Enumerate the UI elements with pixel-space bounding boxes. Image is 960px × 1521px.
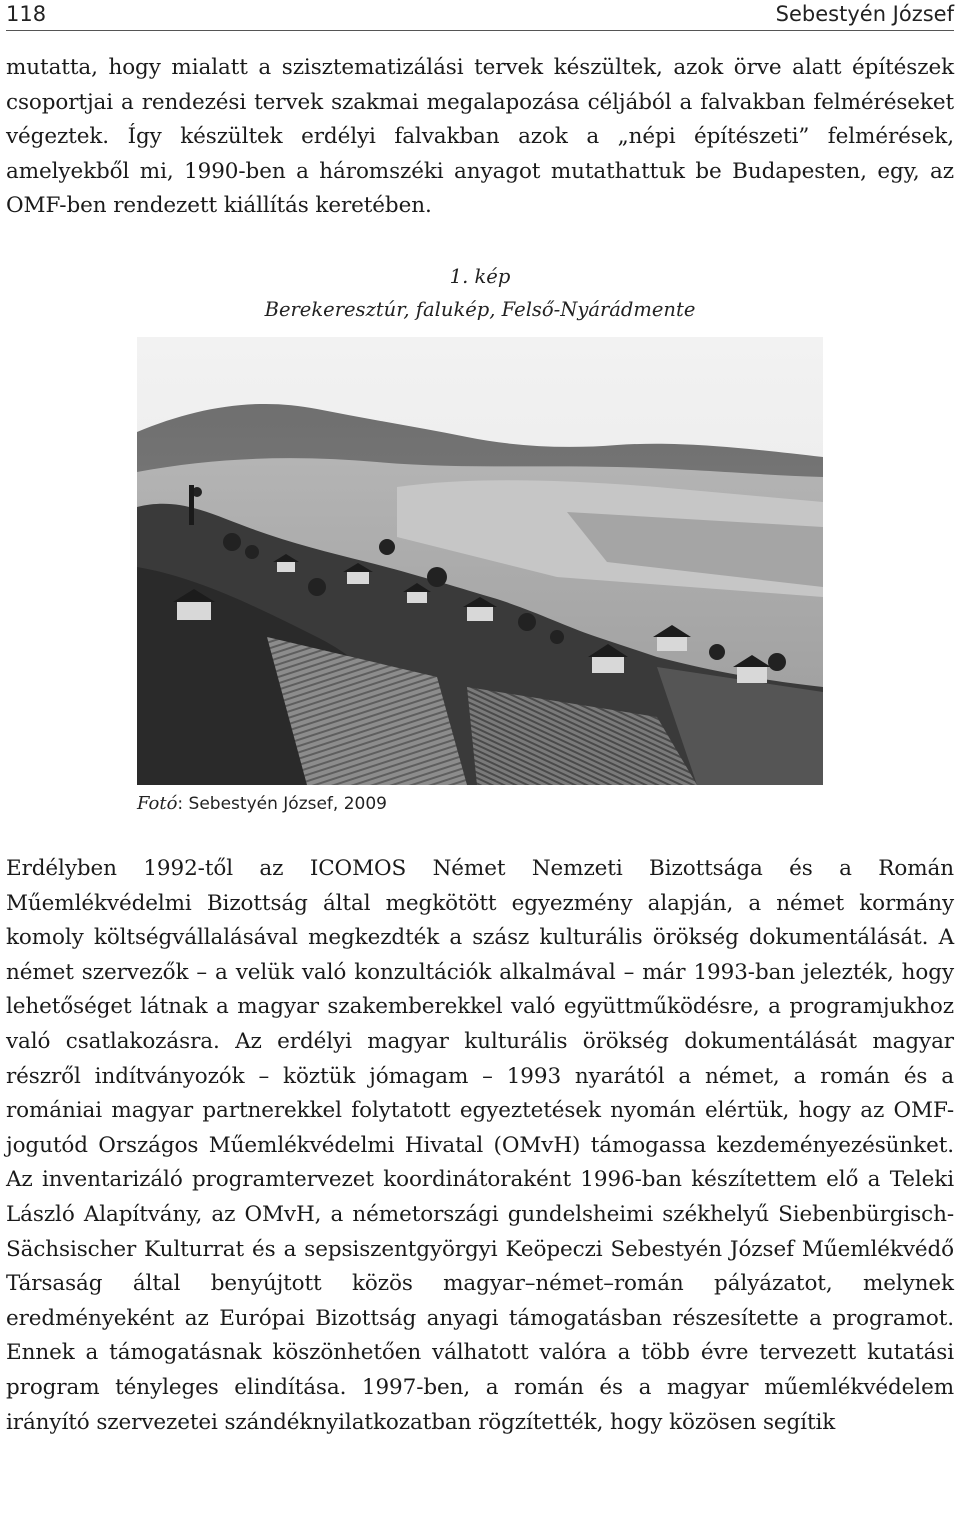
village-photo bbox=[137, 337, 823, 785]
running-title: Sebestyén József bbox=[775, 2, 954, 26]
credit-text: : Sebestyén József, 2009 bbox=[177, 794, 387, 814]
paragraph-1: mutatta, hogy mialatt a szisztematizálási tervek készültek, azok örve alatt építészek csoportjai a rendezési tervek szakmai megalapozása céljából a falvakban felméréseket végeztek. Így készültek erdélyi falvakban azok a „népi építészeti” felmérések, amelyekből mi, 1990-ben a háromszéki anyagot mutathattuk be Budapesten, egy, az OMF-ben rendezett kiállítás keretében. bbox=[6, 55, 954, 219]
page-number: 118 bbox=[6, 2, 47, 26]
figure-number: 1. kép bbox=[449, 265, 511, 288]
credit-label: Fotó bbox=[137, 793, 178, 814]
paragraph-2: Erdélyben 1992-től az ICOMOS Német Nemzeti Bizottsága és a Román Műemlékvédelmi Bizottság által megkötött egyezmény alapján, a német kormány komoly költségvállalásával megkezdték a szász kulturális örökség dokumentálását. A német szervezők – a velük való konzultációk alkalmával – már 1993-ban jelezték, hogy lehetőséget látnak a magyar szakemberekkel való együttműködésre, a programjukhoz való csatlakozásra. Az erdélyi magyar kulturális örökség dokumentálását magyar részről indítványozók – köztük jómagam – 1993 nyarától a német, a román és a romániai magyar partnerekkel folytatott egyeztetések nyomán elértük, hogy az OMF-jogutód Országos Műemlékvédelmi Hivatal (OMvH) támogassa kezdeményezésünket. Az inventarizáló programtervezet koordinátoraként 1996-ban készítettem elő a Teleki László Alapítvány, az OMvH, a németországi gundelsheimi székhelyű Siebenbürgisch-Sächsischer Kulturrat és a sepsiszentgyörgyi Keöpeczi Sebestyén József Műemlékvédő Társaság által benyújtott közös magyar–német–román pályázatot, melynek eredményeként az Európai Bizottság anyagi támogatásban részesítette a programot. Ennek a támogatásnak köszönhetően válhatott valóra a több évre tervezett kutatási program tényleges elindítása. 1997-ben, a román és a magyar műemlékvédelem irányító szervezetei szándéknyilatkozatban rögzítették, hogy közösen segítik bbox=[6, 856, 954, 1435]
figure-caption: Berekeresztúr, falukép, Felső-Nyárádmente bbox=[264, 298, 696, 321]
book-page bbox=[6, 0, 954, 1521]
running-header bbox=[6, 2, 954, 31]
photo-credit bbox=[137, 793, 387, 814]
